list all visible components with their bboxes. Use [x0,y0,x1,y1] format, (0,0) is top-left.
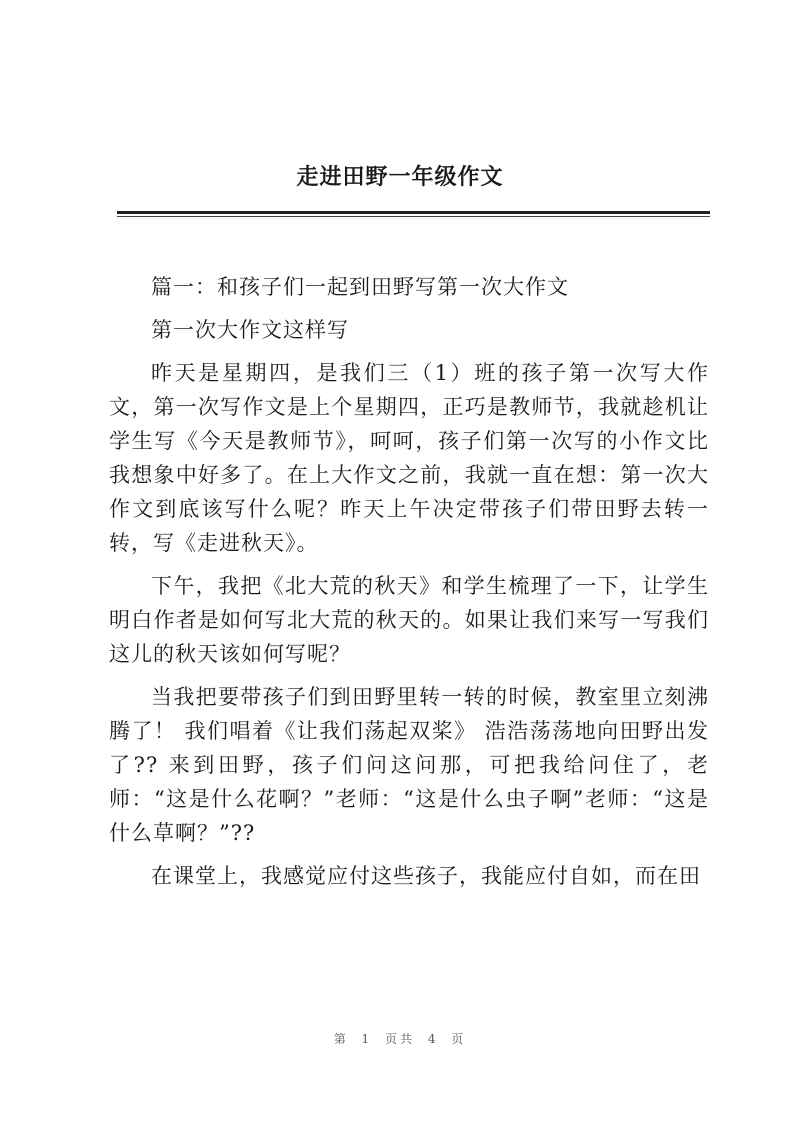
paragraph: 下午，我把《北大荒的秋天》和学生梳理了一下，让学生明白作者是如何写北大荒的秋天的。如果让我们来写一写我们这儿的秋天该如何写呢？ [109,574,709,666]
paragraph: 昨天是星期四，是我们三（1）班的孩子第一次写大作文，第一次写作文是上个星期四，正巧是教师节，我就趁机让学生写《今天是教师节》，呵呵，孩子们第一次写的小作文比我想象中好多了。在上大作文之前，我就一直在想：第一次大作文到底该写什么呢？昨天上午决定带孩子们带田野去转一转，写《走进秋天》。 [109,361,709,555]
document-title: 走进田野一年级作文 [296,165,504,190]
paragraph-heading: 篇一：和孩子们一起到田野写第一次大作文 [151,275,569,299]
paragraph-subheading: 第一次大作文这样写 [151,318,349,342]
title-divider-thin [117,216,710,217]
title-divider [117,211,710,214]
document-body [109,270,709,902]
page-footer: 第 1 页共 4 页 [333,1032,467,1046]
paragraph: 当我把要带孩子们到田野里转一转的时候，教室里立刻沸腾了！ 我们唱着《让我们荡起双桨》 浩浩荡荡地向田野出发了?? 来到田野，孩子们问这问那，可把我给问住了，老师：“这是什么花啊？”老师：“这是什么虫子啊”老师：“这是什么草啊？”?? [109,685,709,845]
paragraph: 在课堂上，我感觉应付这些孩子，我能应付自如，而在田 [151,864,701,888]
